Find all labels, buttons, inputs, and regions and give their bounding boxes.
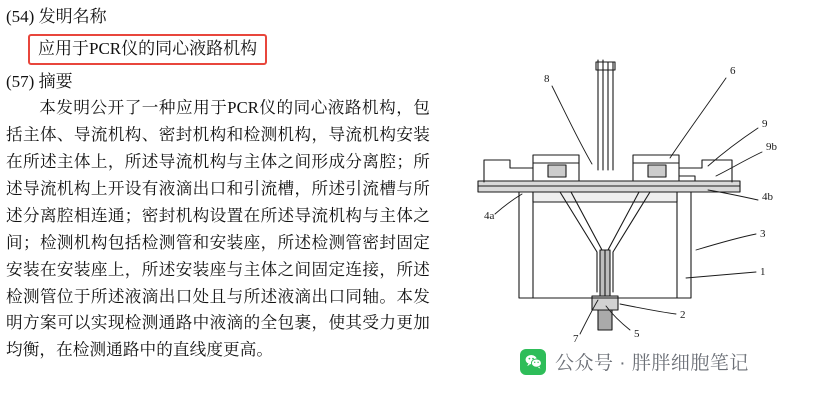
invention-title-field-line bbox=[6, 6, 430, 29]
figure-numeral-3: 3 bbox=[760, 228, 766, 240]
wechat-icon bbox=[520, 349, 546, 375]
figure-numeral-7: 7 bbox=[573, 333, 579, 345]
invention-title-field-code: (54) bbox=[6, 7, 35, 26]
figure-reference-numerals bbox=[484, 65, 778, 345]
patent-figure-svg bbox=[440, 0, 839, 401]
wechat-glyph bbox=[525, 354, 542, 369]
abstract-field-code: (57) bbox=[6, 72, 35, 92]
invention-title-value: 应用于PCR仪的同心液路机构 bbox=[38, 38, 258, 58]
figure-numeral-5: 5 bbox=[634, 328, 640, 340]
wechat-watermark bbox=[520, 348, 749, 375]
patent-figure bbox=[440, 0, 839, 401]
figure-numeral-8: 8 bbox=[544, 73, 550, 85]
figure-numeral-9: 9 bbox=[762, 118, 768, 130]
invention-title-highlight-box bbox=[28, 34, 267, 65]
figure-numeral-4b: 4b bbox=[762, 191, 773, 203]
figure-numeral-9b: 9b bbox=[766, 141, 777, 153]
figure-numeral-2: 2 bbox=[680, 309, 686, 321]
abstract-field-line bbox=[6, 71, 430, 93]
figure-numeral-4a: 4a bbox=[484, 210, 495, 222]
figure-numeral-6: 6 bbox=[730, 65, 736, 77]
invention-title-field-label: 发明名称 bbox=[38, 7, 107, 26]
abstract-text: 本发明公开了一种应用于PCR仪的同心液路机构，包括主体、导流机构、密封机构和检测机构，导流机构安装在所述主体上，所述导流机构与主体之间形成分离腔；所述导流机构上开设有液滴出口和引流槽，所述引流槽与所述分离腔相连通；密封机构设置在所述导流机构与主体之间；检测机构包括检测管和安装座，所述检测管密封固定安装在安装座上，所述安装座与主体之间固定连接，所述检测管位于所述液滴出口处且与所述液滴出口同轴。本发明方案可以实现检测通路中液滴的全包裹，使其受力更加均衡，在检测通路中的直线度更高。 bbox=[6, 98, 430, 360]
abstract-field-label: 摘要 bbox=[38, 72, 73, 92]
figure-numeral-1: 1 bbox=[760, 266, 766, 278]
wechat-label: 公众号 · 胖胖细胞笔记 bbox=[555, 353, 749, 374]
